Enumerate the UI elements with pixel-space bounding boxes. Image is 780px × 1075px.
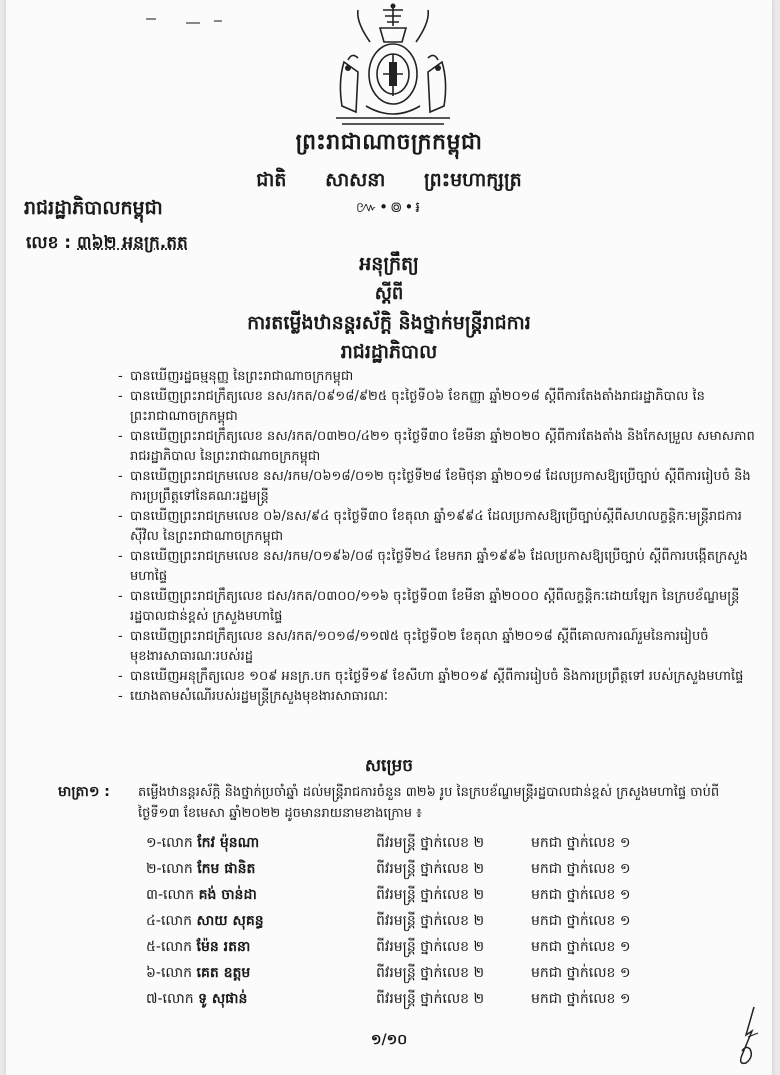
scan-speck xyxy=(186,22,200,24)
document-about: ស្តីពី xyxy=(374,283,404,304)
official-prefix: ៧-លោក xyxy=(146,991,194,1007)
scan-speck xyxy=(214,20,222,22)
motto-king: ព្រះមហាក្សត្រ xyxy=(424,169,522,191)
official-from-grade: ពីវរមន្ត្រី ថ្នាក់លេខ ២ xyxy=(376,913,485,929)
official-row xyxy=(146,989,766,1015)
official-prefix: ៣-លោក xyxy=(146,887,195,903)
document-number-value: ៣៦២ អនក្រ.តត xyxy=(77,233,188,253)
document-page xyxy=(6,0,772,1075)
official-from-grade: ពីវរមន្ត្រី ថ្នាក់លេខ ២ xyxy=(376,861,485,877)
issuing-government: រាជរដ្ឋាភិបាលកម្ពុជា xyxy=(24,197,163,219)
official-from-grade: ពីវរមន្ត្រី ថ្នាក់លេខ ២ xyxy=(376,939,485,955)
official-prefix: ៥-លោក xyxy=(146,939,193,955)
decision-heading: សម្រេច xyxy=(364,756,414,776)
official-name: ទូ សុផាន់ xyxy=(198,991,248,1007)
consideration-item: - បានឃើញព្រះរាជក្រឹត្យលេខ នស/រកត/០៩១៨/៩២៥ ចុះថ្ងៃទី០៦ ខែកញ្ញា ឆ្នាំ២០១៨ ស្តីពីការតែងតាំងរាជរដ្ឋាភិបាល នៃព្រះរាជាណាចក្រកម្ពុជា xyxy=(118,387,758,427)
considerations-list xyxy=(118,367,758,707)
article-1-text: តម្លើងឋានន្តរស័ក្តិ និងថ្នាក់ប្រចាំឆ្នាំ ដល់មន្ត្រីរាជការចំនួន ៣២៦ រូប នៃក្របខ័ណ្ឌមន្ត្រីរដ្ឋបាលជាន់ខ្ពស់ ក្រសួងមហាផ្ទៃ ចាប់ពីថ្ងៃទី១៣ ខែមេសា ឆ្នាំ២០២២ ដូចមានរាយនាមខាងក្រោម ៖ xyxy=(138,785,720,821)
official-to-grade: មកជា ថ្នាក់លេខ ១ xyxy=(531,887,631,903)
scan-speck xyxy=(146,18,156,20)
official-name: គេត ឧត្តម xyxy=(196,965,251,981)
official-from-grade: ពីវរមន្ត្រី ថ្នាក់លេខ ២ xyxy=(376,887,485,903)
article-1-label: មាត្រា១ : xyxy=(58,784,110,800)
official-row xyxy=(146,885,766,911)
official-name: កែម ផានិត xyxy=(197,861,256,877)
official-row xyxy=(146,833,766,859)
official-name: គង់ ចាន់ដា xyxy=(198,887,257,903)
consideration-item: - បានឃើញព្រះរាជក្រឹត្យលេខ នស/រកត/១០១៨/១១៧៥ ចុះថ្ងៃទី០២ ខែតុលា ឆ្នាំ២០១៨ ស្តីពីគោលការណ៍រួមនៃការរៀបចំមុខងារសាធារណៈរបស់រដ្ឋ xyxy=(118,627,758,667)
document-number-label: លេខ : xyxy=(26,233,72,253)
consideration-item: - បានឃើញអនុក្រឹត្យលេខ ១០៩ អនក្រ.បក ចុះថ្ងៃទី១៩ ខែសីហា ឆ្នាំ២០១៩ ស្តីពីការរៀបចំ និងការប្រព្រឹត្តទៅ របស់ក្រសួងមហាផ្ទៃ xyxy=(118,667,758,687)
document-subject: ការតម្លើងឋានន្តរស័ក្តិ និងថ្នាក់មន្ត្រីរាជការ xyxy=(247,312,531,334)
national-motto xyxy=(6,168,772,196)
document-authority: រាជរដ្ឋាភិបាល xyxy=(340,341,438,363)
official-row xyxy=(146,963,766,989)
official-name: កែវ ម៉ុនណា xyxy=(197,835,260,851)
document-type: អនុក្រឹត្យ xyxy=(359,253,419,275)
official-row xyxy=(146,937,766,963)
consideration-item: - បានឃើញព្រះរាជក្រមលេខ នស/រកម/០១៩៦/០៨ ចុះថ្ងៃទី២៤ ខែមករា ឆ្នាំ១៩៩៦ ដែលប្រកាសឱ្យប្រើច្បាប់ ស្តីពីការបង្កើតក្រសួងមហាផ្ទៃ xyxy=(118,547,758,587)
official-name: ម៉ែន រតនា xyxy=(196,939,251,955)
official-to-grade: មកជា ថ្នាក់លេខ ១ xyxy=(531,913,631,929)
consideration-item: - បានឃើញព្រះរាជក្រមលេខ ០៦/នស/៩៤ ចុះថ្ងៃទី៣០ ខែតុលា ឆ្នាំ១៩៩៤ ដែលប្រកាសឱ្យប្រើច្បាប់ស្តីពីសហលក្ខន្តិកៈមន្ត្រីរាជការស៊ីវិល នៃព្រះរាជាណាចក្រកម្ពុជា xyxy=(118,507,758,547)
official-prefix: ២-លោក xyxy=(146,861,193,877)
official-to-grade: មកជា ថ្នាក់លេខ ១ xyxy=(531,835,631,851)
official-prefix: ៤-លោក xyxy=(146,913,193,929)
handwritten-initials-signature xyxy=(732,1005,766,1069)
motto-religion: សាសនា xyxy=(325,169,386,191)
consideration-item: - បានឃើញព្រះរាជក្រឹត្យលេខ ជស/រកត/០៣០០/១១៦ ចុះថ្ងៃទី០៣ ខែមីនា ឆ្នាំ២០០០ ស្តីពីលក្ខន្តិកៈដោយឡែក នៃក្របខ័ណ្ឌមន្ត្រីរដ្ឋបាលជាន់ខ្ពស់ ក្រសួងមហាផ្ទៃ xyxy=(118,587,758,627)
motto-nation: ជាតិ xyxy=(256,169,287,191)
consideration-item: - យោងតាមសំណើរបស់រដ្ឋមន្ត្រីក្រសួងមុខងារសាធារណៈ xyxy=(118,687,758,707)
official-prefix: ១-លោក xyxy=(146,835,193,851)
official-row xyxy=(146,859,766,885)
official-from-grade: ពីវរមន្ត្រី ថ្នាក់លេខ ២ xyxy=(376,835,485,851)
official-from-grade: ពីវរមន្ត្រី ថ្នាក់លេខ ២ xyxy=(376,965,485,981)
consideration-item: - បានឃើញព្រះរាជក្រឹត្យលេខ នស/រកត/០៣២០/៤២១ ចុះថ្ងៃទី៣០ ខែមីនា ឆ្នាំ២០២០ ស្តីពីការតែងតាំង និងកែសម្រួល សមាសភាពរាជរដ្ឋាភិបាល នៃព្រះរាជាណាចក្រកម្ពុជា xyxy=(118,427,758,467)
page-number: ១/១០ xyxy=(370,1032,408,1048)
consideration-item: - បានឃើញព្រះរាជក្រមលេខ នស/រកម/០៦១៨/០១២ ចុះថ្ងៃទី២៨ ខែមិថុនា ឆ្នាំ២០១៨ ដែលប្រកាសឱ្យប្រើច្បាប់ ស្តីពីការរៀបចំ និងការប្រព្រឹត្តទៅនៃគណៈរដ្ឋមន្ត្រី xyxy=(118,467,758,507)
official-to-grade: មកជា ថ្នាក់លេខ ១ xyxy=(531,939,631,955)
kingdom-heading: ព្រះរាជាណាចក្រកម្ពុជា xyxy=(295,130,483,155)
official-to-grade: មកជា ថ្នាក់លេខ ១ xyxy=(531,991,631,1007)
official-name: សាយ សុគន្ធ xyxy=(196,913,264,929)
official-row xyxy=(146,911,766,937)
consideration-item: - បានឃើញរដ្ឋធម្មនុញ្ញ នៃព្រះរាជាណាចក្រកម្ពុជា xyxy=(118,367,758,387)
royal-coat-of-arms-emblem xyxy=(328,2,458,130)
official-from-grade: ពីវរមន្ត្រី ថ្នាក់លេខ ២ xyxy=(376,991,485,1007)
decorative-ornament: ៚•៙•៛ xyxy=(355,198,423,216)
official-prefix: ៦-លោក xyxy=(146,965,193,981)
official-to-grade: មកជា ថ្នាក់លេខ ១ xyxy=(531,965,631,981)
official-to-grade: មកជា ថ្នាក់លេខ ១ xyxy=(531,861,631,877)
